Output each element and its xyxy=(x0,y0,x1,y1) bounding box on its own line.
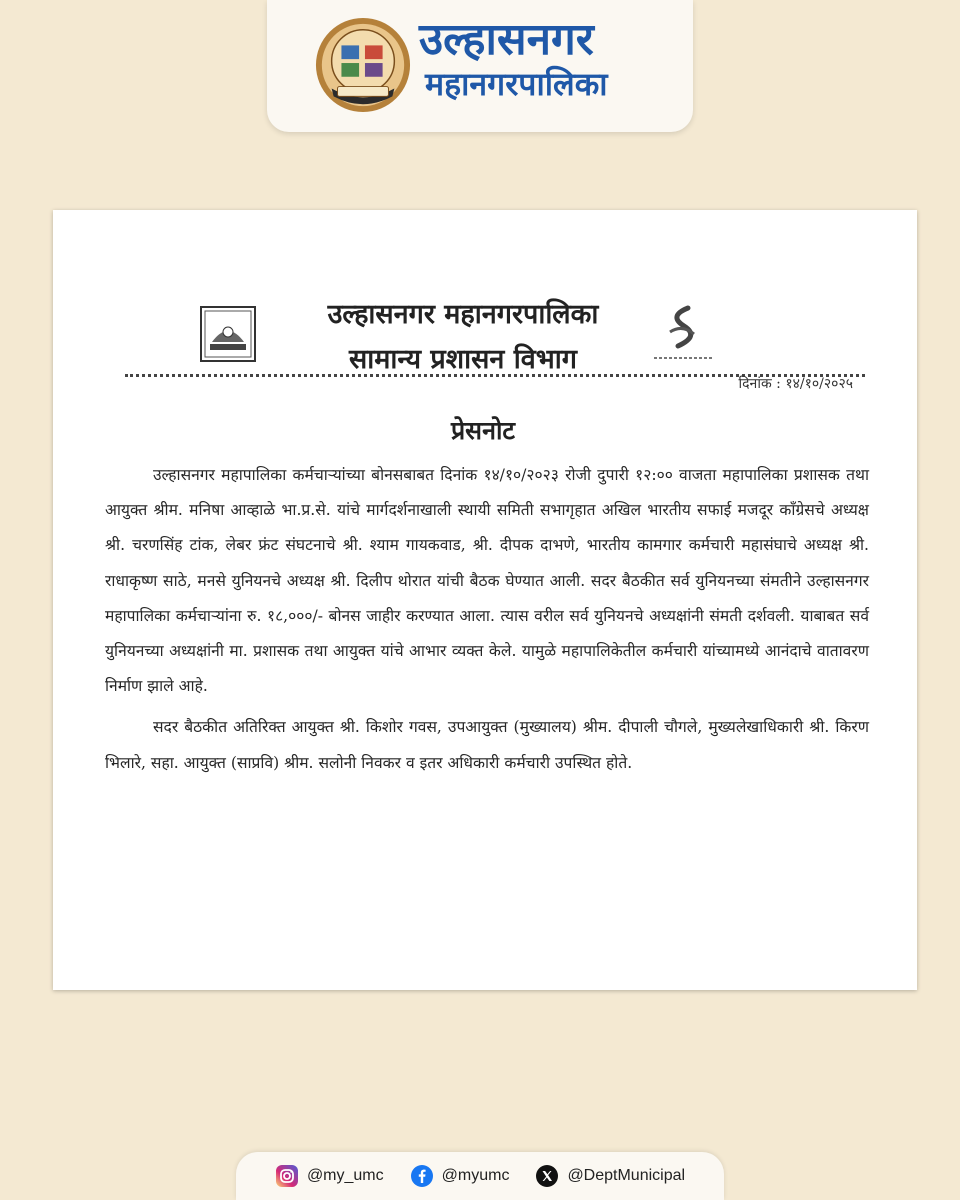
header-card xyxy=(267,0,693,132)
heading-department: सामान्य प्रशासन विभाग xyxy=(349,344,577,375)
x-handle: @DeptMunicipal xyxy=(567,1167,686,1184)
social-bar xyxy=(236,1152,724,1200)
org-title xyxy=(419,14,689,103)
facebook-handle: @myumc xyxy=(441,1167,510,1184)
social-item-x[interactable] xyxy=(535,1164,685,1188)
x-icon xyxy=(535,1164,559,1188)
org-title-line2: महानगरपालिका xyxy=(425,65,608,103)
social-item-instagram[interactable] xyxy=(275,1164,384,1188)
press-note-document xyxy=(53,210,917,990)
facebook-icon xyxy=(410,1164,434,1188)
paragraph-1: उल्हासनगर महापालिका कर्मचाऱ्यांच्या बोनसबाबत दिनांक १४/१०/२०२३ रोजी दुपारी १२:०० वाजता महापालिका प्रशासक तथा आयुक्त श्रीम. मनिषा आव्हाळे भा.प्र.से. यांचे मार्गदर्शनाखाली स्थायी समिती सभागृहात अखिल भारतीय सफाई मजदूर काँग्रेसचे अध्यक्ष श्री. चरणसिंह टांक, लेबर फ्रंट संघटनाचे श्री. श्याम गायकवाड, श्री. दीपक दाभणे, भारतीय कामगार कर्मचारी महासंघाचे अध्यक्ष श्री. राधाकृष्ण साठे, मनसे युनियनचे अध्यक्ष श्री. दिलीप थोरात यांची बैठक घेण्यात आली. सदर बैठकीत सर्व युनियनच्या संमतीने उल्हासनगर महापालिका कर्मचाऱ्यांना रु. १८,०००/- बोनस जाहीर करण्यात आला. त्यास वरील सर्व युनियनचे अध्यक्षांनी संमती दर्शवली. याबाबत सर्व युनियनच्या अध्यक्षांनी मा. प्रशासक तथा आयुक्त यांचे आभार व्यक्त केले. यामुळे महापालिकेतील कर्मचारी यांच्यामध्ये आनंदाचे वातावरण निर्माण झाले आहे. xyxy=(105,466,869,696)
document-title: प्रेसनोट xyxy=(450,416,516,445)
paragraph-2: सदर बैठकीत अतिरिक्त आयुक्त श्री. किशोर गवस, उपआयुक्त (मुख्यालय) श्रीम. दीपाली चौगले, मुख्यलेखाधिकारी श्री. किरण भिलारे, सहा. आयुक्त (साप्रवि) श्रीम. सलोनी निवकर व इतर अधिकारी कर्मचारी उपस्थित होते. xyxy=(105,718,869,772)
document-date: दिनांक : १४/१०/२०२५ xyxy=(738,376,853,392)
document-heading xyxy=(253,294,673,376)
org-title-line1: उल्हासनगर xyxy=(419,14,594,65)
instagram-handle: @my_umc xyxy=(306,1167,384,1184)
social-item-facebook[interactable] xyxy=(410,1164,510,1188)
document-body xyxy=(105,458,869,781)
umc-seal-logo xyxy=(314,16,412,114)
municipal-emblem-icon xyxy=(200,306,256,362)
heading-org: उल्हासनगर महानगरपालिका xyxy=(327,299,599,330)
instagram-icon xyxy=(275,1164,299,1188)
